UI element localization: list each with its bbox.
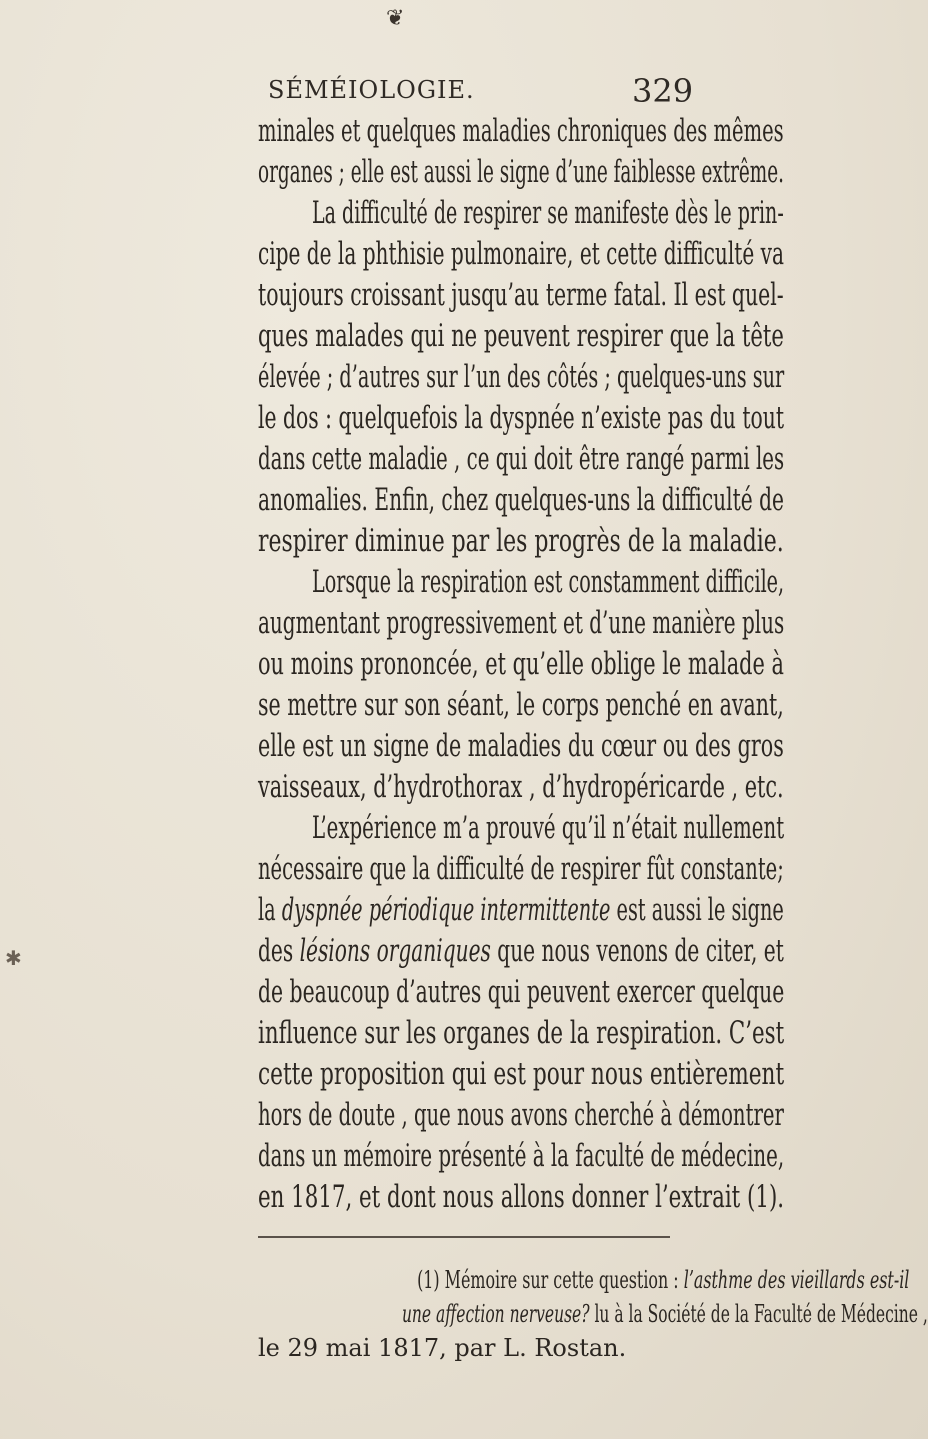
text-run: lu à la Société de la Faculté de Médecine ,: [589, 1300, 928, 1328]
ink-smudge-icon: ✱: [5, 946, 22, 970]
text-line: hors de doute , que nous avons cherché à démontrer: [258, 1097, 784, 1133]
text-line: se mettre sur son séant, le corps penché en avant,: [258, 687, 784, 723]
text-line: [258, 892, 784, 928]
footnote-line: [417, 1268, 909, 1292]
text-line: nécessaire que la difficulté de respirer fût constante;: [258, 851, 784, 887]
text-line: anomalies. Enfin, chez quelques-uns la difficulté de: [258, 482, 784, 518]
text-line: influence sur les organes de la respiration. C’est: [258, 1015, 785, 1051]
footnote-divider: [258, 1236, 670, 1238]
text-line: ques malades qui ne peuvent respirer que la tête: [258, 318, 784, 354]
text-line: toujours croissant jusqu’au terme fatal. Il est quel-: [258, 277, 784, 313]
text-run: que nous venons de citer, et: [490, 933, 784, 969]
footnote-line: le 29 mai 1817, par L. Rostan.: [258, 1334, 627, 1362]
text-run: la: [258, 892, 282, 928]
text-line: cipe de la phthisie pulmonaire, et cette difficulté va: [258, 236, 784, 272]
text-line: dans un mémoire présenté à la faculté de médecine,: [258, 1138, 785, 1174]
footnote-line: [402, 1302, 928, 1326]
text-line: L’expérience m’a prouvé qu’il n’était nullement: [312, 810, 785, 846]
page-number: 329: [632, 72, 694, 110]
text-line: vaisseaux, d’hydrothorax , d’hydropéricarde , etc.: [258, 769, 784, 805]
text-line: ou moins prononcée, et qu’elle oblige le malade à: [258, 646, 784, 682]
italic-text-run: une affection nerveuse?: [401, 1300, 590, 1328]
text-line: Lorsque la respiration est constamment difficile,: [312, 564, 785, 600]
text-line: elle est un signe de maladies du cœur ou des gros: [258, 728, 784, 764]
text-run: (1) Mémoire sur cette question :: [417, 1266, 684, 1294]
text-line: La difficulté de respirer se manifeste dès le prin-: [312, 195, 784, 231]
text-line: minales et quelques maladies chroniques des mêmes: [258, 113, 784, 149]
italic-text-run: lésions organiques: [299, 933, 491, 969]
text-line: cette proposition qui est pour nous entièrement: [258, 1056, 785, 1092]
text-line: en 1817, et dont nous allons donner l’extrait (1).: [258, 1179, 785, 1215]
italic-text-run: dyspnée périodique intermittente: [281, 892, 611, 928]
running-title: SÉMÉIOLOGIE.: [268, 76, 475, 104]
text-line: dans cette maladie , ce qui doit être rangé parmi les: [258, 441, 785, 477]
text-run: des: [258, 933, 300, 969]
text-line: le dos : quelquefois la dyspnée n’existe pas du tout: [258, 400, 785, 436]
text-line: de beaucoup d’autres qui peuvent exercer quelque: [258, 974, 785, 1010]
text-line: élevée ; d’autres sur l’un des côtés ; quelques-uns sur: [258, 359, 785, 395]
text-line: respirer diminue par les progrès de la maladie.: [258, 523, 784, 559]
text-line: augmentant progressivement et d’une manière plus: [258, 605, 785, 641]
text-run: est aussi le signe: [610, 892, 784, 928]
text-line: [258, 933, 784, 969]
italic-text-run: l’asthme des vieillards est-il: [683, 1266, 910, 1294]
ornament-icon: ❦: [386, 6, 405, 31]
text-line: organes ; elle est aussi le signe d’une faiblesse extrême.: [258, 154, 784, 190]
